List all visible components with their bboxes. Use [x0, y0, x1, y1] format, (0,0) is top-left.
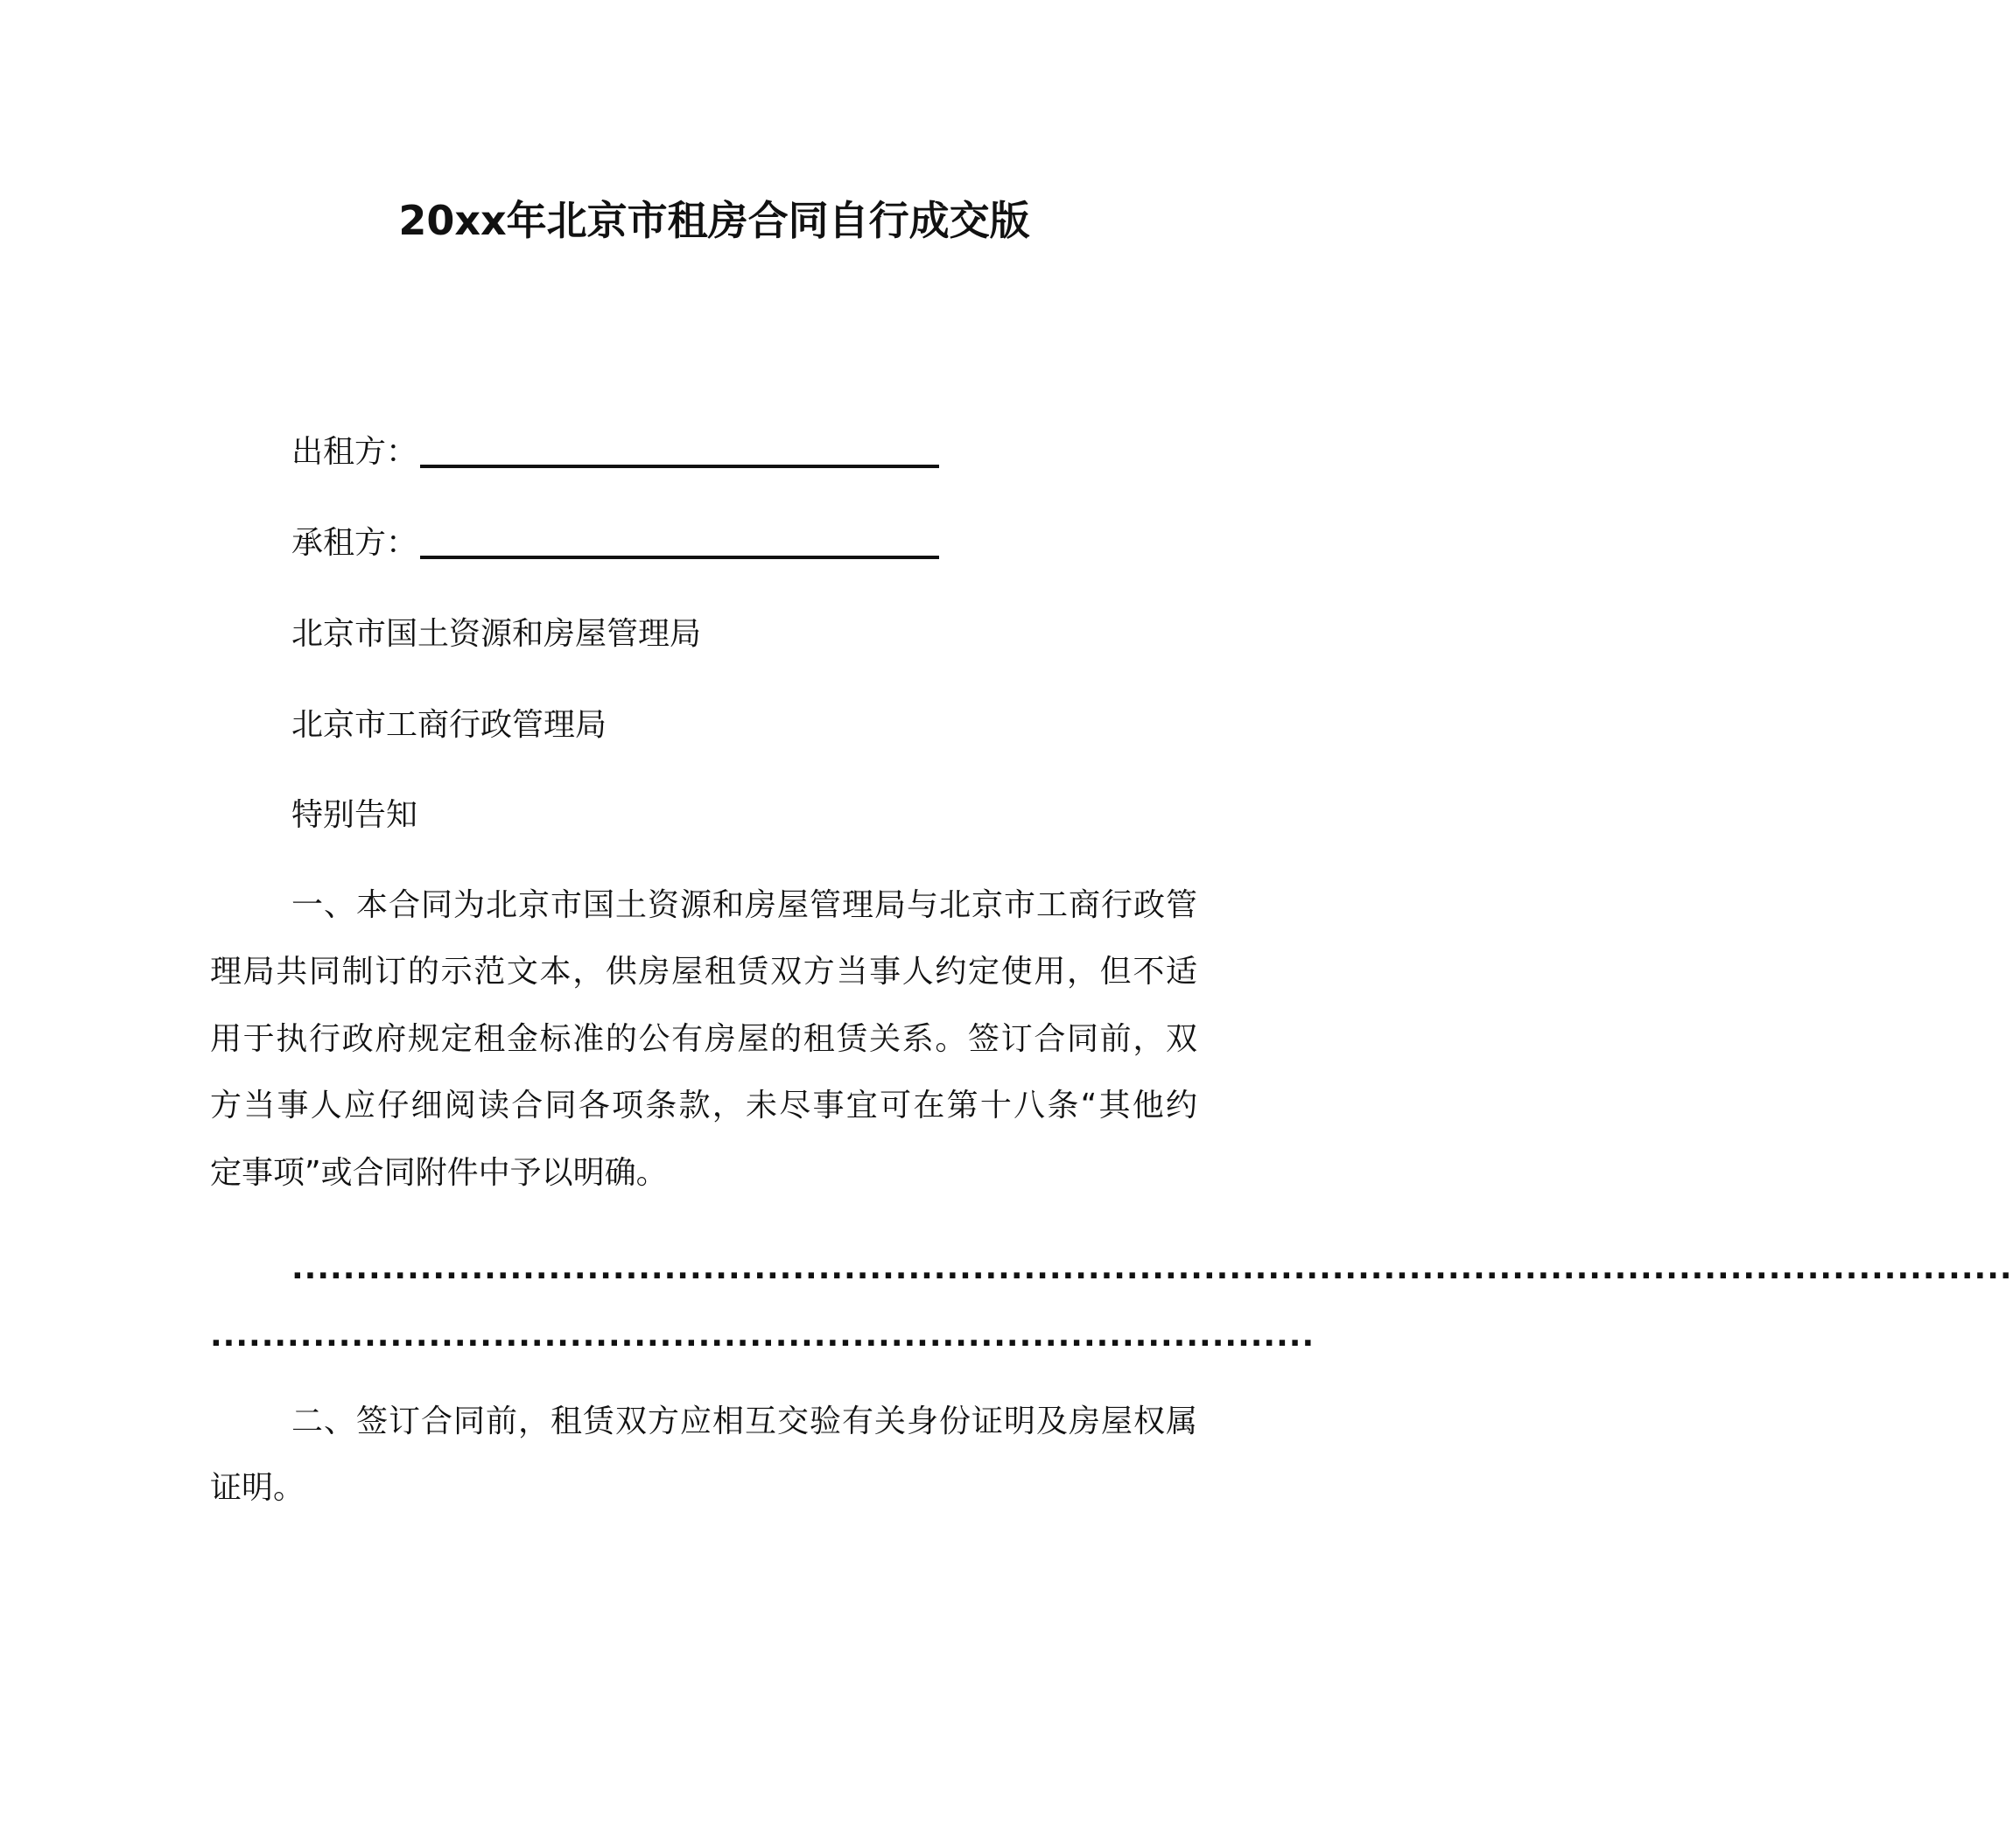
clause-1-line: 一、本合同为北京市国土资源和房屋管理局与北京市工商行政管 [291, 887, 1197, 923]
lessee-blank-line [420, 556, 939, 559]
clause-2-line: 证明。 [210, 1470, 305, 1506]
clause-1-line: 用于执行政府规定租金标准的公有房屋的租赁关系。签订合同前，双 [210, 1021, 1197, 1057]
notice-heading: 特别告知 [291, 797, 418, 833]
clause-2-line: 二、签订合同前，租赁双方应相互交验有关身份证明及房屋权属 [291, 1404, 1197, 1439]
clause-1-line: 方当事人应仔细阅读合同各项条款，未尽事宜可在第十八条“其他约 [210, 1088, 1197, 1124]
ellipsis-line: ...................................................................................... [210, 1318, 1315, 1354]
issuer-land-housing-bureau: 北京市国土资源和房屋管理局 [291, 616, 702, 652]
clause-1-line: 定事项”或合同附件中予以明确。 [210, 1155, 668, 1191]
ellipsis-line: ...................................................................................................................................... [291, 1250, 2013, 1286]
lessee-label: 承租方： [291, 525, 418, 561]
issuer-industry-commerce-bureau: 北京市工商行政管理局 [291, 707, 607, 743]
document-title: 20xx年北京市租房合同自行成交版 [398, 197, 1030, 244]
clause-1-line: 理局共同制订的示范文本，供房屋租赁双方当事人约定使用，但不适 [210, 954, 1197, 990]
lessor-blank-line [420, 465, 939, 468]
lessor-label: 出租方： [291, 434, 418, 470]
